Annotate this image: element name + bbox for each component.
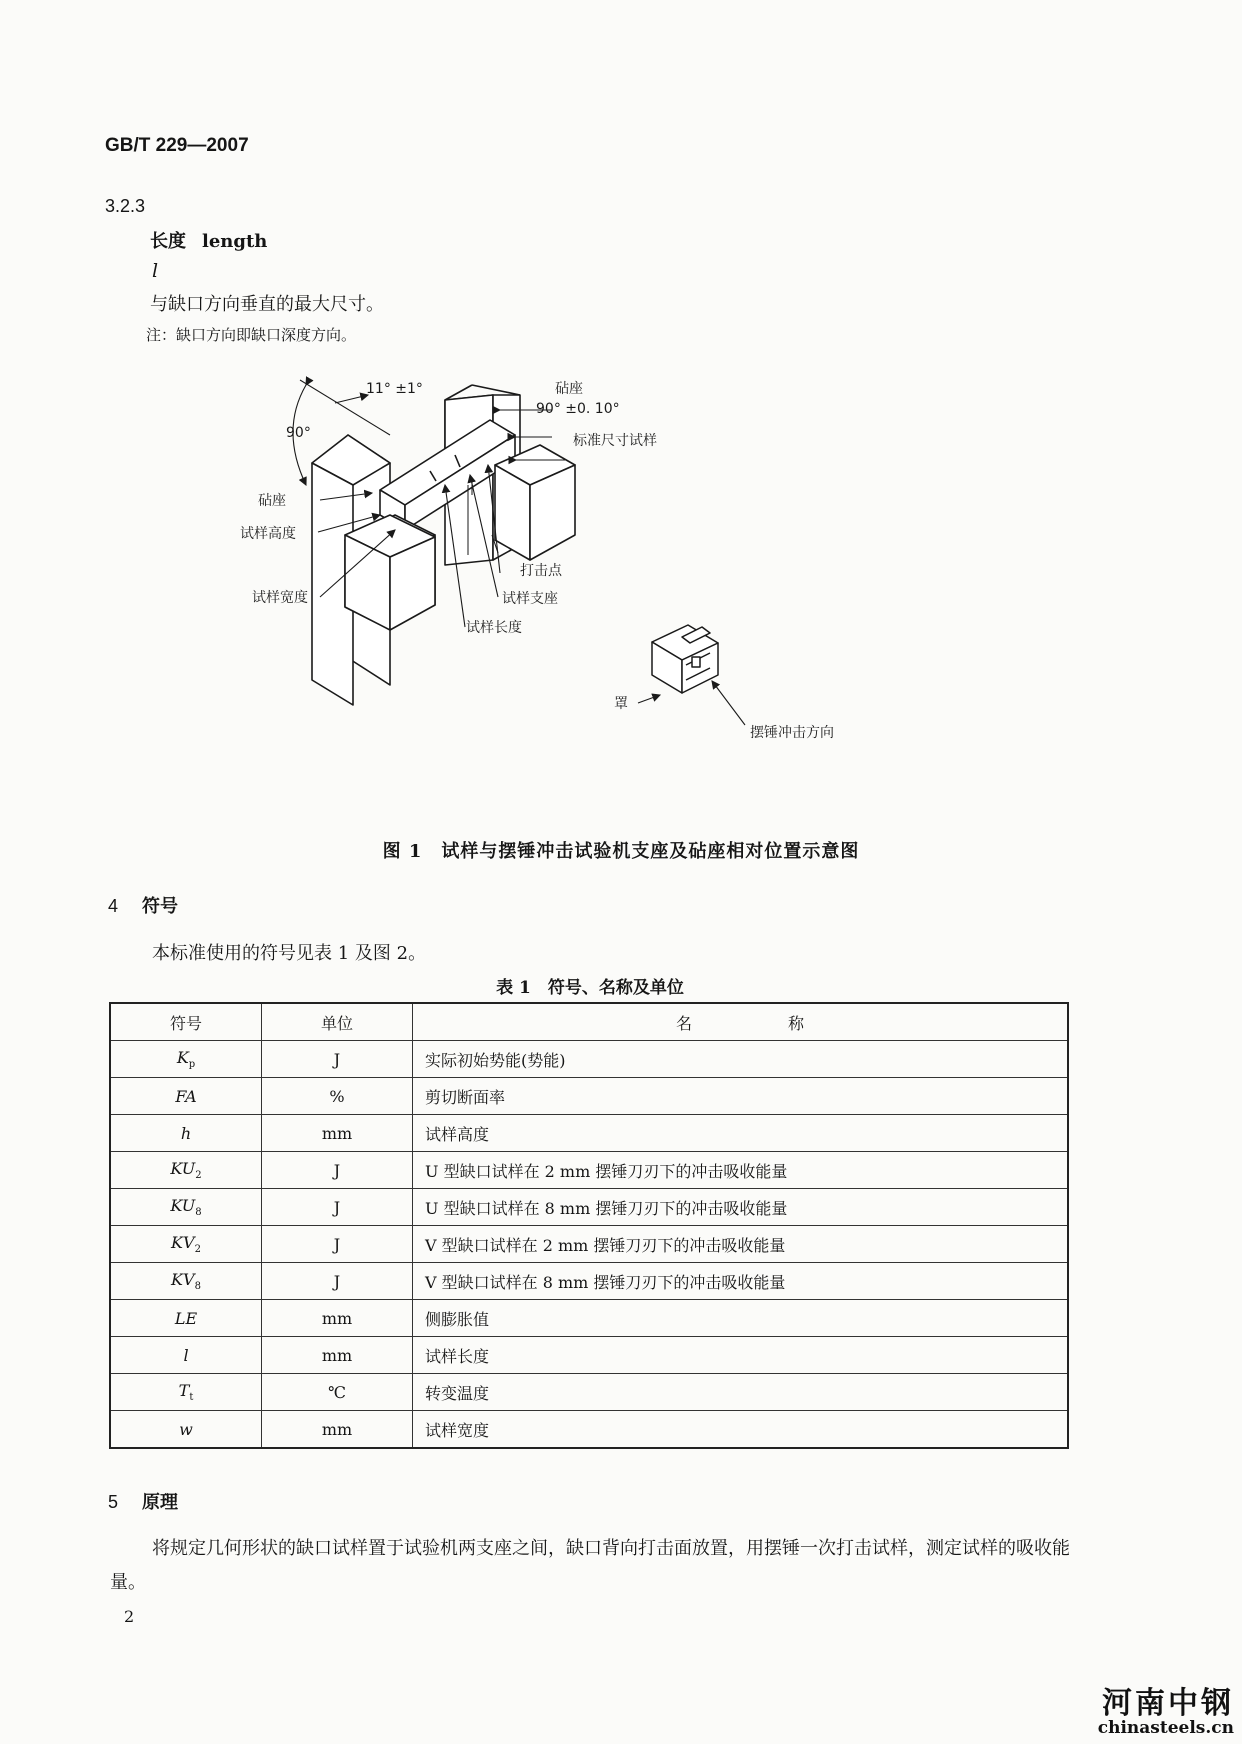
symbols-table: [109, 1002, 1069, 1449]
label-angle-90: 90°: [286, 425, 311, 441]
label-strike-point: 打击点: [520, 563, 562, 579]
row-symbol: l: [110, 1337, 262, 1374]
table-row: [110, 1411, 1068, 1449]
table-row: [110, 1115, 1068, 1152]
label-specimen-height: 试样高度: [240, 526, 296, 542]
table-row: [110, 1300, 1068, 1337]
section-5-heading: [108, 1488, 178, 1514]
row-name: 转变温度: [413, 1374, 1069, 1411]
table-row: [110, 1078, 1068, 1115]
row-name: 剪切断面率: [413, 1078, 1069, 1115]
row-name: 侧膨胀值: [413, 1300, 1069, 1337]
figure-1: [240, 375, 960, 835]
header-symbol: 符号: [110, 1003, 262, 1041]
table-row: [110, 1152, 1068, 1189]
row-name: U 型缺口试样在 8 mm 摆锤刀刃下的冲击吸收能量: [413, 1189, 1069, 1226]
table-1-caption: 表 1 符号、名称及单位: [496, 978, 684, 998]
row-name: U 型缺口试样在 2 mm 摆锤刀刃下的冲击吸收能量: [413, 1152, 1069, 1189]
row-unit: J: [262, 1263, 413, 1300]
watermark: [1098, 1678, 1234, 1738]
clause-number: 3.2.3: [105, 196, 146, 216]
label-specimen-length: 试样长度: [466, 620, 522, 636]
section-5-title: 原理: [142, 1492, 178, 1513]
row-symbol: $KV_2$: [110, 1226, 262, 1263]
row-symbol: $KU_8$: [110, 1189, 262, 1226]
watermark-en: chinasteels.cn: [1097, 1718, 1234, 1738]
table-row: [110, 1263, 1068, 1300]
term-en: length: [202, 231, 268, 252]
page-number: 2: [124, 1607, 135, 1626]
section-4-title: 符号: [142, 896, 178, 917]
term-symbol: l: [152, 260, 159, 282]
header-unit: 单位: [262, 1003, 413, 1041]
table-row: [110, 1337, 1068, 1374]
section-5-body: 将规定几何形状的缺口试样置于试验机两支座之间，缺口背向打击面放置，用摆锤一次打击试样，测定试样的吸收能量。: [110, 1538, 1070, 1593]
standard-code-header: GB/T 229—2007: [105, 135, 249, 156]
row-unit: mm: [262, 1300, 413, 1337]
label-anvil-right: 砧座: [555, 381, 583, 397]
section-5-number: 5: [108, 1492, 119, 1512]
row-unit: J: [262, 1189, 413, 1226]
label-specimen-width: 试样宽度: [252, 590, 308, 606]
table-row: [110, 1041, 1068, 1078]
row-symbol: $T_t$: [110, 1374, 262, 1411]
table-header-row: [110, 1003, 1068, 1041]
row-unit: J: [262, 1226, 413, 1263]
table-row: [110, 1189, 1068, 1226]
header-name: 名 称: [413, 1003, 1069, 1041]
row-symbol: $KV_8$: [110, 1263, 262, 1300]
term-zh: 长度: [150, 231, 186, 252]
row-name: 试样长度: [413, 1337, 1069, 1374]
row-name: V 型缺口试样在 8 mm 摆锤刀刃下的冲击吸收能量: [413, 1263, 1069, 1300]
row-name: 试样宽度: [413, 1411, 1069, 1449]
row-unit: %: [262, 1078, 413, 1115]
row-unit: mm: [262, 1337, 413, 1374]
anvil-front-lower: [345, 515, 435, 630]
label-shroud: 罩: [614, 696, 628, 712]
figure-1-drawing: [240, 375, 960, 835]
table-row: [110, 1226, 1068, 1263]
row-unit: mm: [262, 1411, 413, 1449]
figure-1-caption: 图 1 试样与摆锤冲击试验机支座及砧座相对位置示意图: [382, 841, 860, 862]
label-specimen-support: 试样支座: [502, 591, 558, 607]
label-specimen: 标准尺寸试样: [573, 433, 657, 449]
row-symbol: h: [110, 1115, 262, 1152]
watermark-cn: 河南中钢: [1102, 1686, 1234, 1721]
row-name: 试样高度: [413, 1115, 1069, 1152]
term-heading: [150, 227, 267, 253]
row-symbol: w: [110, 1411, 262, 1449]
term-definition: 与缺口方向垂直的最大尺寸。: [150, 294, 384, 315]
row-unit: mm: [262, 1115, 413, 1152]
shroud-detail: [652, 625, 718, 693]
row-symbol: $K_p$: [110, 1041, 262, 1078]
term-note: 注：缺口方向即缺口深度方向。: [146, 326, 357, 344]
section-4-number: 4: [108, 896, 119, 916]
row-name: V 型缺口试样在 2 mm 摆锤刀刃下的冲击吸收能量: [413, 1226, 1069, 1263]
label-impact-direction: 摆锤冲击方向: [750, 725, 834, 741]
row-unit: J: [262, 1152, 413, 1189]
row-symbol: FA: [110, 1078, 262, 1115]
section-4-heading: [108, 892, 178, 918]
label-angle-tol: 11° ±1°: [366, 381, 423, 397]
row-name: 实际初始势能(势能): [413, 1041, 1069, 1078]
row-unit: J: [262, 1041, 413, 1078]
row-symbol: LE: [110, 1300, 262, 1337]
section-4-intro: 本标准使用的符号见表 1 及图 2。: [152, 943, 427, 964]
label-anvil-left: 砧座: [258, 493, 286, 509]
label-anvil-angle: 90° ±0. 10°: [536, 401, 620, 417]
row-symbol: $KU_2$: [110, 1152, 262, 1189]
row-unit: ℃: [262, 1374, 413, 1411]
table-row: [110, 1374, 1068, 1411]
